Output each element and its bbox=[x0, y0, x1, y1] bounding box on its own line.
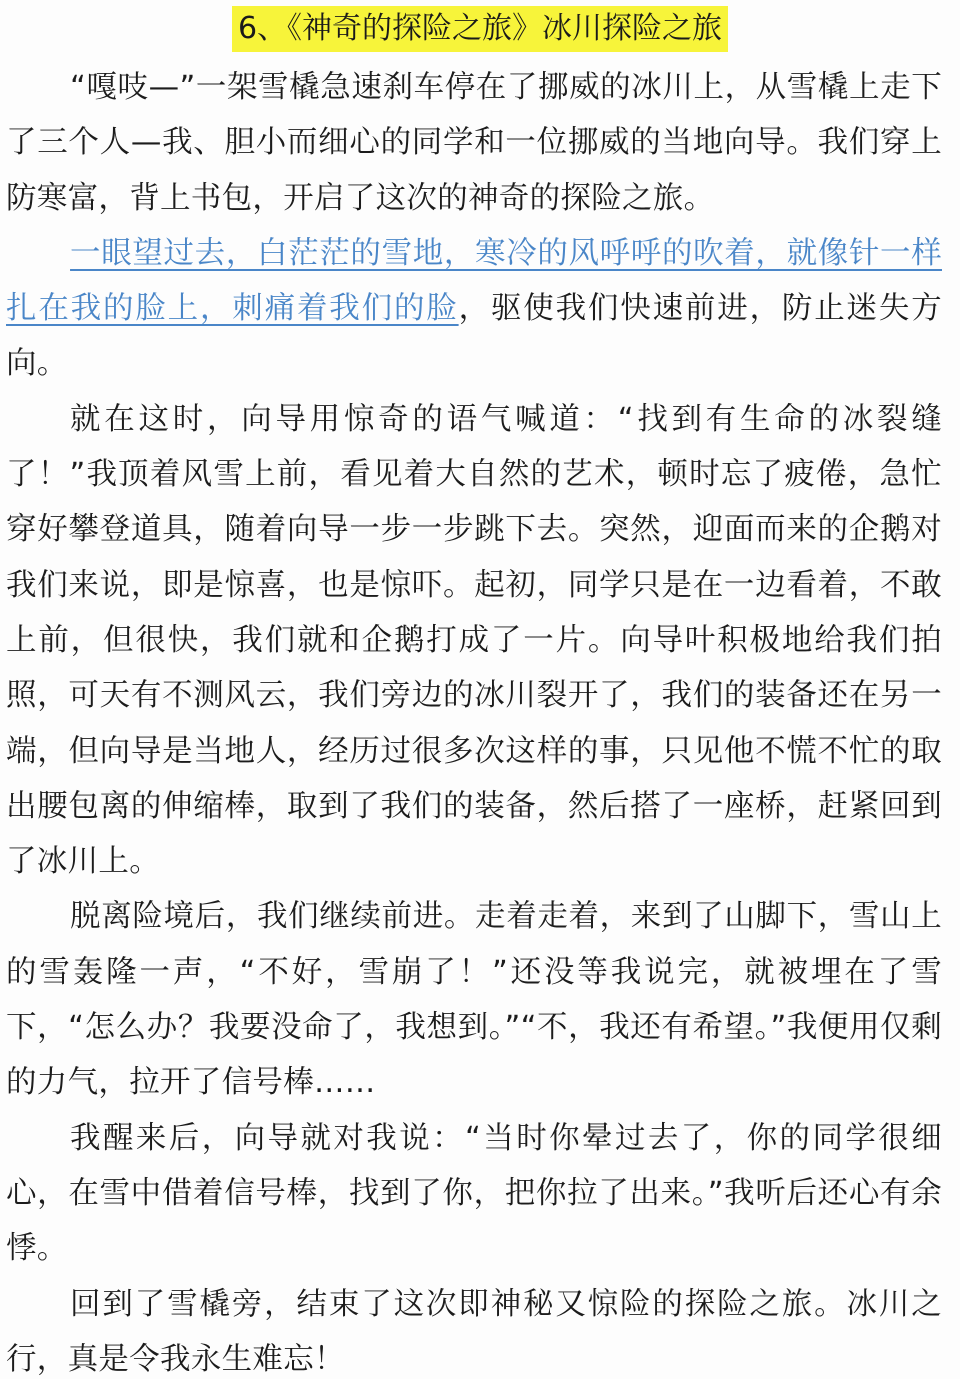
paragraph-2 bbox=[6, 226, 942, 392]
paragraph-3: 就在这时，向导用惊奇的语气喊道：“找到有生命的冰裂缝了！”我顶着风雪上前，看见着大自然的艺术，顿时忘了疲倦，急忙穿好攀登道具，随着向导一步一步跳下去。突然，迎面而来的企鹅对我们来说，即是惊喜，也是惊吓。起初，同学只是在一边看着，不敢上前，但很快，我们就和企鹅打成了一片。向导叶积极地给我们拍照，可天有不测风云，我们旁边的冰川裂开了，我们的装备还在另一端，但向导是当地人，经历过很多次这样的事，只见他不慌不忙的取出腰包离的伸缩棒，取到了我们的装备，然后搭了一座桥，赶紧回到了冰川上。 bbox=[6, 401, 942, 880]
title-row bbox=[0, 6, 960, 56]
essay-body bbox=[6, 60, 942, 1387]
paragraph-2-rest: ，驱使我们快速前进，防止迷失方向。 bbox=[6, 291, 943, 382]
paragraph-6: 回到了雪橇旁，结束了这次即神秘又惊险的探险之旅。冰川之行，真是令我永生难忘！ bbox=[6, 1286, 942, 1377]
paragraph-1: “嘎吱—”一架雪橇急速刹车停在了挪威的冰川上，从雪橇上走下了三个人—我、胆小而细心的同学和一位挪威的当地向导。我们穿上防寒富，背上书包，开启了这次的神奇的探险之旅。 bbox=[6, 70, 942, 216]
underlined-sentence: 一眼望过去，白茫茫的雪地，寒冷的风呼呼的吹着，就像针一样扎在我的脸上，刺痛着我们的脸 bbox=[6, 235, 942, 327]
paragraph-5: 我醒来后，向导就对我说：“当时你晕过去了，你的同学很细心，在雪中借着信号棒，找到了你，把你拉了出来。”我听后还心有余悸。 bbox=[6, 1120, 942, 1267]
essay-title: 6、《神奇的探险之旅》冰川探险之旅 bbox=[232, 6, 728, 52]
paragraph-4: 脱离险境后，我们继续前进。走着走着，来到了山脚下，雪山上的雪轰隆一声，“不好，雪崩了！”还没等我说完，就被埋在了雪下，“怎么办？我要没命了，我想到。”“不，我还有希望。”我便用仅剩的力气，拉开了信号棒…… bbox=[6, 899, 942, 1101]
